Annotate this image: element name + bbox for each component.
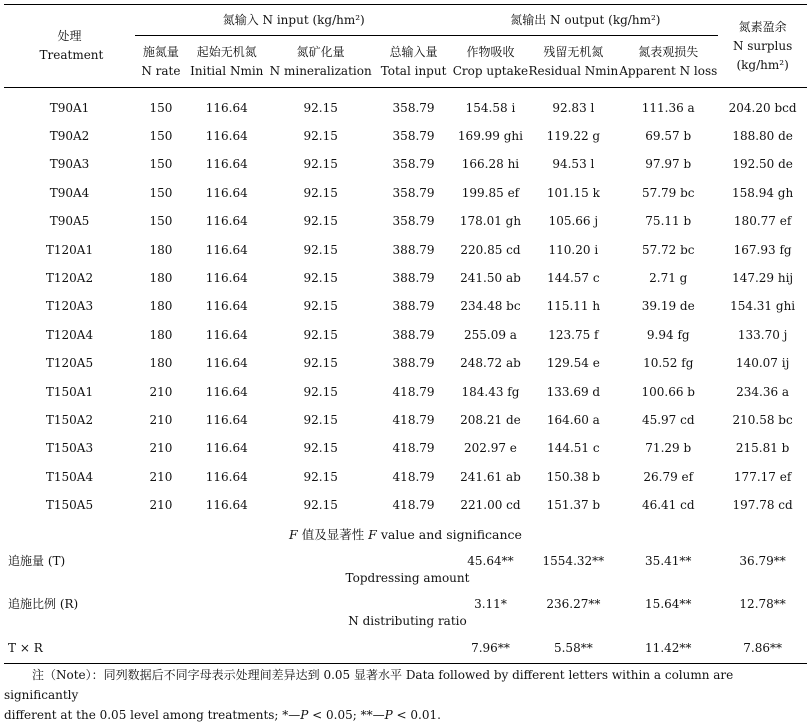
footnote-text: different at the 0.05 level among treatments; *— — [4, 708, 301, 722]
value-cell: 241.61 ab — [460, 469, 521, 484]
value-cell: 116.64 — [205, 214, 248, 229]
value-cell: 180 — [149, 327, 173, 342]
value-cell: 164.60 a — [546, 412, 600, 427]
f-stat-row — [4, 635, 807, 664]
value-cell: 418.79 — [392, 498, 435, 513]
table-row — [4, 179, 807, 207]
table-row — [4, 293, 807, 321]
value-cell: 180 — [149, 242, 173, 257]
f-stat-row — [4, 549, 807, 570]
value-cell: 192.50 de — [732, 157, 793, 172]
value-cell: 92.15 — [303, 469, 338, 484]
value-cell: 208.21 de — [460, 412, 521, 427]
treatment-cell: T150A3 — [45, 441, 94, 456]
surplus-header-zh: 氮素盈余 — [738, 19, 787, 34]
value-cell: 388.79 — [392, 327, 435, 342]
f-value-cell: 36.79** — [739, 553, 786, 568]
value-cell: 166.28 hi — [461, 157, 520, 172]
value-cell: 69.57 b — [645, 129, 692, 144]
value-cell: 110.20 i — [548, 242, 599, 257]
f-value-cell: 236.27** — [546, 596, 601, 611]
treatment-cell: T120A2 — [45, 271, 94, 286]
treatment-cell: T90A2 — [49, 129, 90, 144]
table-row — [4, 151, 807, 179]
value-cell: 150.38 b — [546, 469, 601, 484]
value-cell: 358.79 — [392, 185, 435, 200]
value-cell: 116.64 — [205, 498, 248, 513]
input-group-header: 氮输入 N input (kg/hm²) — [135, 5, 452, 36]
column-header — [452, 36, 528, 88]
treatment-cell: T150A2 — [45, 412, 94, 427]
value-cell: 39.19 de — [641, 299, 695, 314]
value-cell: 180 — [149, 299, 173, 314]
value-cell: 115.11 h — [546, 299, 601, 314]
table-row — [4, 491, 807, 519]
column-header-en: Crop uptake — [452, 63, 529, 78]
table-row — [4, 435, 807, 463]
f-stat-label: 追施量 (T) — [8, 553, 66, 568]
value-cell: 178.01 gh — [459, 214, 522, 229]
f-symbol: F — [368, 526, 377, 542]
value-cell: 150 — [149, 100, 173, 115]
treatment-cell: T150A1 — [45, 384, 94, 399]
f-stat-subrow — [4, 570, 807, 592]
value-cell: 129.54 e — [546, 356, 600, 371]
value-cell: 255.09 a — [463, 327, 517, 342]
value-cell: 75.11 b — [645, 214, 692, 229]
value-cell: 92.15 — [303, 412, 338, 427]
surplus-header-unit: (kg/hm²) — [736, 57, 789, 72]
treatment-header-label: 处理 Treatment — [39, 29, 104, 62]
value-cell: 94.53 l — [552, 157, 595, 172]
p-symbol: P — [300, 708, 309, 722]
f-stat-subrow — [4, 613, 807, 635]
value-cell: 57.79 bc — [641, 185, 695, 200]
value-cell: 418.79 — [392, 412, 435, 427]
column-header-en: Total input — [380, 63, 447, 78]
value-cell: 10.52 fg — [643, 356, 694, 371]
treatment-cell: T150A4 — [45, 469, 94, 484]
f-stat-label-en: Topdressing amount — [345, 570, 470, 585]
f-value-cell: 11.42** — [645, 641, 692, 656]
treatment-header — [4, 5, 135, 88]
nitrogen-balance-table — [4, 4, 807, 664]
footnote-text: < 0.05; **— — [308, 708, 385, 722]
value-cell: 116.64 — [205, 157, 248, 172]
output-group-header: 氮输出 N output (kg/hm²) — [452, 5, 718, 36]
value-cell: 210 — [149, 498, 173, 513]
value-cell: 92.15 — [303, 299, 338, 314]
treatment-cell: T90A3 — [49, 157, 90, 172]
value-cell: 140.07 ij — [735, 356, 790, 371]
value-cell: 133.70 j — [737, 327, 788, 342]
value-cell: 97.97 b — [645, 157, 692, 172]
f-stat-label: 追施比例 (R) — [8, 596, 79, 611]
value-cell: 150 — [149, 157, 173, 172]
treatment-cell: T150A5 — [45, 498, 94, 513]
column-header-zh: 作物吸收 — [466, 44, 515, 59]
column-header-en: N mineralization — [269, 63, 372, 78]
header-row-1 — [4, 5, 807, 36]
f-value-cell: 45.64** — [467, 553, 514, 568]
f-value-cell: 35.41** — [645, 553, 692, 568]
value-cell: 221.00 cd — [460, 498, 521, 513]
value-cell: 358.79 — [392, 129, 435, 144]
p-symbol: P — [384, 708, 393, 722]
column-header-zh: 施氮量 — [142, 44, 179, 59]
value-cell: 388.79 — [392, 299, 435, 314]
value-cell: 92.15 — [303, 242, 338, 257]
column-header — [618, 36, 718, 88]
f-symbol: F — [289, 526, 298, 542]
column-header — [375, 36, 453, 88]
value-cell: 116.64 — [205, 469, 248, 484]
value-cell: 234.48 bc — [460, 299, 521, 314]
value-cell: 92.15 — [303, 356, 338, 371]
value-cell: 92.15 — [303, 384, 338, 399]
f-stat-row — [4, 592, 807, 613]
f-value-cell: 3.11* — [474, 596, 507, 611]
value-cell: 92.15 — [303, 100, 338, 115]
footnote-line-1: 注（Note）：同列数据后不同字母表示处理间差异达到 0.05 显著水平 Data followed by different letters within a column are significantly — [4, 668, 734, 702]
footnote-line-2 — [4, 705, 807, 725]
f-stat-label: T × R — [8, 641, 43, 656]
value-cell: 116.64 — [205, 129, 248, 144]
value-cell: 169.99 ghi — [457, 129, 523, 144]
value-cell: 234.36 a — [736, 384, 790, 399]
value-cell: 202.97 e — [464, 441, 517, 456]
value-cell: 57.72 bc — [641, 242, 695, 257]
treatment-cell: T90A5 — [49, 214, 90, 229]
treatment-cell: T120A1 — [45, 242, 94, 257]
value-cell: 388.79 — [392, 242, 435, 257]
value-cell: 358.79 — [392, 214, 435, 229]
table-row — [4, 88, 807, 123]
value-cell: 45.97 cd — [641, 412, 695, 427]
value-cell: 358.79 — [392, 157, 435, 172]
table-footnote — [4, 665, 807, 725]
value-cell: 92.15 — [303, 271, 338, 286]
table-row — [4, 350, 807, 378]
column-header-en: Initial Nmin — [190, 63, 264, 78]
value-cell: 220.85 cd — [460, 242, 521, 257]
value-cell: 101.15 k — [546, 185, 600, 200]
value-cell: 92.15 — [303, 441, 338, 456]
column-header-zh: 残留无机氮 — [543, 44, 604, 59]
value-cell: 46.41 cd — [641, 498, 695, 513]
value-cell: 418.79 — [392, 469, 435, 484]
value-cell: 151.37 b — [546, 498, 601, 513]
f-value-cell: 7.96** — [471, 641, 510, 656]
value-cell: 199.85 ef — [461, 185, 520, 200]
column-header-zh: 总输入量 — [389, 44, 438, 59]
value-cell: 158.94 gh — [732, 185, 794, 200]
value-cell: 180.77 ef — [733, 214, 792, 229]
column-header-en: N rate — [141, 63, 181, 78]
value-cell: 204.20 bcd — [728, 100, 797, 115]
column-header-en: Residual Nmin — [528, 63, 619, 78]
data-rows — [4, 88, 807, 520]
treatment-cell: T120A3 — [45, 299, 94, 314]
value-cell: 418.79 — [392, 441, 435, 456]
table-row — [4, 463, 807, 491]
table-row — [4, 406, 807, 434]
f-value-cell: 15.64** — [645, 596, 692, 611]
value-cell: 92.15 — [303, 185, 338, 200]
surplus-header-en: N surplus — [732, 38, 793, 53]
surplus-header — [718, 5, 807, 88]
value-cell: 92.83 l — [552, 100, 595, 115]
value-cell: 147.29 hij — [732, 271, 794, 286]
value-cell: 116.64 — [205, 242, 248, 257]
f-title-en: value and significance — [376, 526, 522, 542]
value-cell: 116.64 — [205, 441, 248, 456]
table-row — [4, 122, 807, 150]
table-row — [4, 236, 807, 264]
value-cell: 92.15 — [303, 498, 338, 513]
value-cell: 188.80 de — [732, 129, 793, 144]
value-cell: 248.72 ab — [460, 356, 521, 371]
column-header-en: Apparent N loss — [619, 63, 718, 78]
value-cell: 210.58 bc — [732, 412, 793, 427]
column-header-zh: 起始无机氮 — [196, 44, 257, 59]
value-cell: 119.22 g — [546, 129, 601, 144]
value-cell: 180 — [149, 271, 173, 286]
value-cell: 215.81 b — [735, 441, 790, 456]
f-section-title-row — [4, 520, 807, 549]
value-cell: 210 — [149, 441, 173, 456]
value-cell: 144.57 c — [547, 271, 600, 286]
value-cell: 241.50 ab — [460, 271, 521, 286]
value-cell: 180 — [149, 356, 173, 371]
value-cell: 154.31 ghi — [730, 299, 796, 314]
value-cell: 150 — [149, 129, 173, 144]
value-cell: 2.71 g — [649, 271, 688, 286]
value-cell: 100.66 b — [641, 384, 695, 399]
column-header — [528, 36, 618, 88]
value-cell: 26.79 ef — [643, 469, 694, 484]
value-cell: 116.64 — [205, 356, 248, 371]
value-cell: 116.64 — [205, 185, 248, 200]
f-statistics-rows — [4, 549, 807, 664]
column-header — [267, 36, 375, 88]
treatment-cell: T120A4 — [45, 327, 94, 342]
value-cell: 9.94 fg — [646, 327, 690, 342]
value-cell: 133.69 d — [546, 384, 601, 399]
value-cell: 388.79 — [392, 356, 435, 371]
value-cell: 116.64 — [205, 100, 248, 115]
treatment-cell: T90A4 — [49, 185, 90, 200]
table-row — [4, 208, 807, 236]
table-row — [4, 378, 807, 406]
f-value-cell: 12.78** — [739, 596, 786, 611]
value-cell: 116.64 — [205, 384, 248, 399]
value-cell: 358.79 — [392, 100, 435, 115]
column-header — [135, 36, 187, 88]
value-cell: 418.79 — [392, 384, 435, 399]
value-cell: 144.51 c — [547, 441, 600, 456]
value-cell: 210 — [149, 469, 173, 484]
value-cell: 184.43 fg — [461, 384, 520, 399]
f-value-cell: 1554.32** — [542, 553, 605, 568]
value-cell: 92.15 — [303, 327, 338, 342]
value-cell: 92.15 — [303, 157, 338, 172]
footnote-text: < 0.01. — [392, 708, 441, 722]
value-cell: 71.29 b — [645, 441, 692, 456]
value-cell: 197.78 cd — [732, 498, 793, 513]
value-cell: 150 — [149, 214, 173, 229]
value-cell: 116.64 — [205, 271, 248, 286]
table-row — [4, 264, 807, 292]
value-cell: 116.64 — [205, 412, 248, 427]
value-cell: 116.64 — [205, 299, 248, 314]
value-cell: 210 — [149, 412, 173, 427]
value-cell: 105.66 j — [548, 214, 599, 229]
value-cell: 150 — [149, 185, 173, 200]
value-cell: 210 — [149, 384, 173, 399]
value-cell: 154.58 i — [465, 100, 516, 115]
value-cell: 92.15 — [303, 129, 338, 144]
value-cell: 116.64 — [205, 327, 248, 342]
value-cell: 388.79 — [392, 271, 435, 286]
f-section-title — [4, 520, 807, 549]
value-cell: 167.93 fg — [733, 242, 792, 257]
treatment-cell: T120A5 — [45, 356, 94, 371]
table-row — [4, 321, 807, 349]
column-header-zh: 氮矿化量 — [296, 44, 345, 59]
value-cell: 92.15 — [303, 214, 338, 229]
f-stat-label-en: N distributing ratio — [348, 613, 467, 628]
f-title-zh: 值及显著性 — [297, 526, 369, 542]
treatment-cell: T90A1 — [49, 100, 90, 115]
column-header-zh: 氮表观损失 — [638, 44, 699, 59]
value-cell: 177.17 ef — [733, 469, 792, 484]
value-cell: 111.36 a — [641, 100, 695, 115]
f-value-cell: 7.86** — [743, 641, 782, 656]
column-header — [187, 36, 267, 88]
value-cell: 123.75 f — [548, 327, 599, 342]
f-value-cell: 5.58** — [553, 641, 593, 656]
